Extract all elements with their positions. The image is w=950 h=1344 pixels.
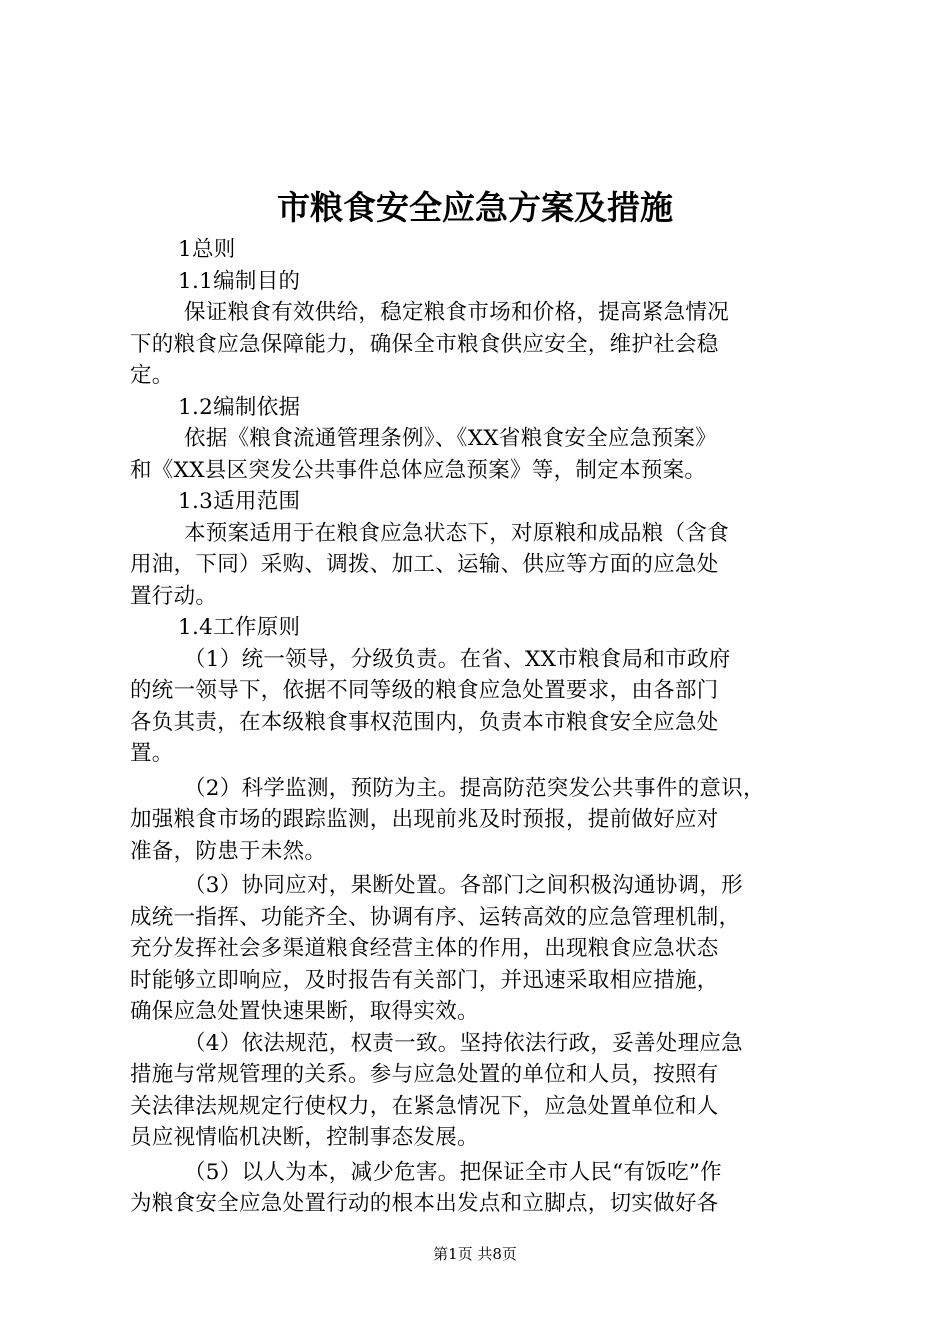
paragraph-line: 各负其责，在本级粮食事权范围内，负责本市粮食安全应急处: [130, 709, 719, 735]
paragraph-line: 措施与常规管理的关系。参与应急处置的单位和人员，按照有: [130, 1062, 719, 1087]
section-heading: 1总则: [178, 237, 236, 262]
page-number-footer: 第1页 共8页: [433, 1245, 517, 1263]
paragraph-line: 的统一领导下，依据不同等级的粮食应急处置要求，由各部门: [130, 678, 719, 703]
paragraph-line: 充分发挥社会多渠道粮食经营主体的作用，出现粮食应急状态: [130, 936, 719, 961]
paragraph-line: 置行动。: [130, 583, 218, 609]
paragraph-line: 定。: [130, 363, 174, 388]
paragraph-line: （3）协同应对，果断处置。各部门之间积极沟通协调，形: [184, 873, 743, 898]
subsection-heading: 1.3适用范围: [178, 489, 301, 514]
paragraph-line: 时能够立即响应，及时报告有关部门，并迅速采取相应措施，: [130, 967, 719, 993]
paragraph-line: 保证粮食有效供给，稳定粮食市场和价格，提高紧急情况: [184, 300, 730, 325]
paragraph-line: （1）统一领导，分级负责。在省、XX市粮食局和市政府: [184, 646, 731, 672]
paragraph-line: 员应视情临机决断，控制事态发展。: [130, 1125, 479, 1150]
paragraph-line: （2）科学监测，预防为主。提高防范突发公共事件的意识，: [184, 775, 765, 801]
document-body: [130, 234, 830, 1220]
paragraph-line: 准备，防患于未然。: [130, 838, 327, 864]
paragraph-line: 置。: [130, 741, 174, 766]
subsection-heading: 1.1编制目的: [178, 268, 301, 294]
paragraph-line: （4）依法规范，权责一致。坚持依法行政，妥善处理应急: [184, 1030, 743, 1056]
paragraph-line: 下的粮食应急保障能力，确保全市粮食供应安全，维护社会稳: [130, 331, 719, 357]
document-title: 市粮食安全应急方案及措施: [277, 188, 673, 227]
paragraph-line: 用油，下同）采购、调拨、加工、运输、供应等方面的应急处: [130, 552, 719, 577]
subsection-heading: 1.4工作原则: [178, 615, 301, 640]
paragraph-line: 成统一指挥、功能齐全、协调有序、运转高效的应急管理机制，: [130, 904, 741, 930]
paragraph-line: 和《XX县区突发公共事件总体应急预案》等，制定本预案。: [130, 457, 707, 483]
paragraph-line: 本预案适用于在粮食应急状态下，对原粮和成品粮（含食: [184, 520, 730, 546]
subsection-heading: 1.2编制依据: [178, 394, 301, 420]
paragraph-line: 依据《粮食流通管理条例》、《XX省粮食安全应急预案》: [184, 426, 717, 451]
paragraph-line: （5）以人为本，减少危害。把保证全市人民“有饭吃”作: [184, 1159, 722, 1185]
paragraph-line: 为粮食安全应急处置行动的根本出发点和立脚点，切实做好各: [130, 1191, 719, 1216]
paragraph-line: 加强粮食市场的跟踪监测，出现前兆及时预报，提前做好应对: [130, 807, 719, 832]
paragraph-line: 确保应急处置快速果断，取得实效。: [130, 999, 479, 1024]
paragraph-line: 关法律法规规定行使权力，在紧急情况下，应急处置单位和人: [130, 1093, 719, 1119]
